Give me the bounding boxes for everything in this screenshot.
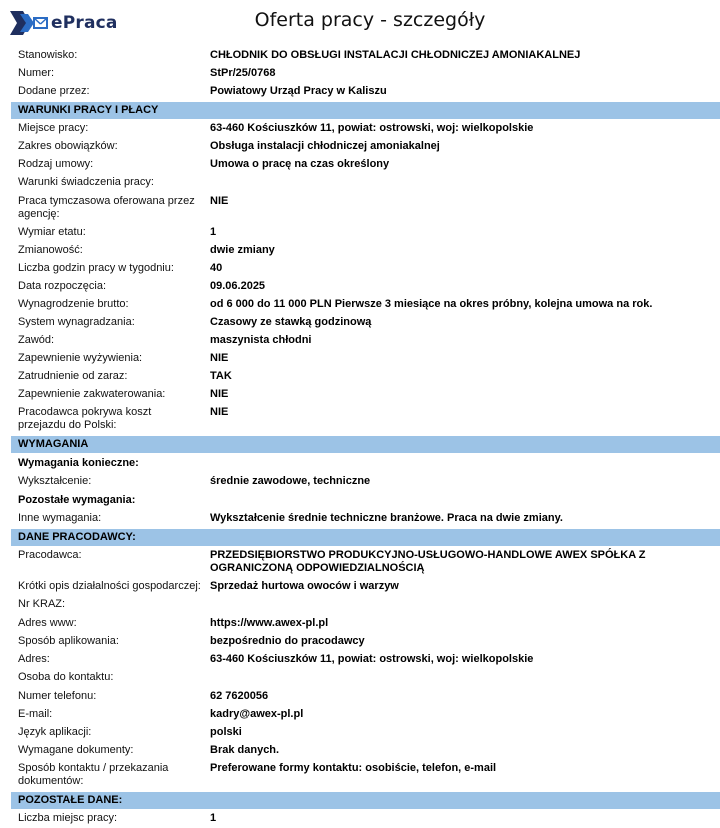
detail-row — [11, 174, 720, 193]
row-value: Sprzedaż hurtowa owoców i warzyw — [210, 580, 399, 592]
row-value: Umowa o pracę na czas określony — [210, 158, 390, 170]
row-value: PRZEDSIĘBIORSTWO PRODUKCYJNO-USŁUGOWO-HANDLOWE AWEX SPÓŁKA Z OGRANICZONĄ ODPOWIEDZIALNOŚCIĄ — [210, 549, 646, 574]
row-value: Brak danych. — [210, 744, 280, 756]
detail-row — [11, 633, 720, 651]
section-header-pracodawca: DANE PRACODAWCY: — [11, 529, 720, 546]
row-value: 1 — [210, 226, 217, 238]
row-label: Wymiar etatu: — [18, 226, 86, 238]
detail-row — [11, 669, 720, 688]
row-label: Krótki opis działalności gospodarczej: — [18, 580, 201, 592]
row-label: Liczba miejsc pracy: — [18, 812, 118, 824]
row-label: System wynagradzania: — [18, 316, 135, 328]
page-header — [0, 0, 720, 44]
row-label: Liczba godzin pracy w tygodniu: — [18, 262, 174, 274]
detail-row-education — [11, 473, 720, 491]
detail-row — [11, 296, 720, 314]
row-value: StPr/25/0768 — [210, 67, 276, 79]
detail-row-numer — [11, 65, 720, 83]
row-value: CHŁODNIK DO OBSŁUGI INSTALACJI CHŁODNICZEJ AMONIAKALNEJ — [210, 49, 581, 61]
section-header-pozostale: POZOSTAŁE DANE: — [11, 792, 720, 809]
row-label: Stanowisko: — [18, 49, 78, 61]
detail-row — [11, 138, 720, 156]
row-value: bezpośrednio do pracodawcy — [210, 635, 365, 647]
detail-row — [11, 688, 720, 706]
detail-row — [11, 578, 720, 596]
detail-row — [11, 547, 720, 578]
page-title: Oferta pracy - szczegóły — [254, 9, 486, 31]
email-link[interactable]: kadry@awex-pl.pl — [210, 708, 304, 720]
row-label: Numer telefonu: — [18, 690, 97, 702]
row-label: Język aplikacji: — [18, 726, 92, 738]
detail-row — [11, 260, 720, 278]
detail-row — [11, 368, 720, 386]
row-label: Zawód: — [18, 334, 55, 346]
detail-row — [11, 156, 720, 174]
row-value — [205, 598, 720, 611]
detail-row — [11, 314, 720, 332]
detail-row — [11, 742, 720, 760]
row-label: Sposób kontaktu / przekazania dokumentów: — [18, 762, 169, 787]
website-link[interactable]: https://www.awex-pl.pl — [210, 617, 329, 629]
row-value: 1 — [210, 812, 217, 824]
row-label: Pracodawca pokrywa koszt przejazdu do Polski: — [18, 406, 152, 431]
row-label: Nr KRAZ: — [18, 598, 66, 610]
row-label: Rodzaj umowy: — [18, 158, 94, 170]
row-label: Data rozpoczęcia: — [18, 280, 107, 292]
row-value: 63-460 Kościuszków 11, powiat: ostrowski, woj: wielkopolskie — [210, 653, 534, 665]
row-value: TAK — [210, 370, 232, 382]
row-value — [205, 671, 720, 684]
detail-row — [11, 242, 720, 260]
row-label: Adres: — [18, 653, 50, 665]
detail-row — [11, 224, 720, 242]
epraca-logo-icon — [10, 11, 48, 35]
row-value: Preferowane formy kontaktu: osobiście, telefon, e-mail — [210, 762, 497, 774]
row-value: maszynista chłodni — [210, 334, 312, 346]
detail-row-stanowisko — [11, 47, 720, 65]
other-requirements-heading: Pozostałe wymagania: — [18, 494, 136, 506]
detail-row — [11, 193, 720, 224]
row-value: od 6 000 do 11 000 PLN Pierwsze 3 miesiące na okres próbny, kolejna umowa na rok. — [210, 298, 653, 310]
detail-row — [11, 596, 720, 615]
row-label: Adres www: — [18, 617, 77, 629]
row-label: Pracodawca: — [18, 549, 82, 561]
row-value: Czasowy ze stawką godzinową — [210, 316, 372, 328]
row-value: 63-460 Kościuszków 11, powiat: ostrowski, woj: wielkopolskie — [210, 122, 534, 134]
row-label: Zapewnienie zakwaterowania: — [18, 388, 166, 400]
row-label: Zakres obowiązków: — [18, 140, 118, 152]
row-value: dwie zmiany — [210, 244, 275, 256]
row-value: polski — [210, 726, 242, 738]
detail-row — [11, 724, 720, 742]
row-value: NIE — [210, 352, 229, 364]
detail-row — [11, 760, 720, 791]
row-label: Osoba do kontaktu: — [18, 671, 114, 683]
section-header-warunki: WARUNKI PRACY I PŁACY — [11, 102, 720, 119]
row-label: Wymagane dokumenty: — [18, 744, 134, 756]
row-value: NIE — [210, 388, 229, 400]
detail-row-dodane-przez — [11, 83, 720, 101]
row-label: Zmianowość: — [18, 244, 83, 256]
row-label: Zapewnienie wyżywienia: — [18, 352, 143, 364]
logo-text: ePraca — [51, 13, 118, 33]
row-value: NIE — [210, 195, 229, 207]
detail-row — [11, 810, 720, 828]
row-value: NIE — [210, 406, 229, 418]
detail-row — [11, 278, 720, 296]
required-heading: Wymagania konieczne: — [18, 457, 139, 469]
row-label: Miejsce pracy: — [18, 122, 89, 134]
detail-row — [11, 651, 720, 669]
section-header-wymagania: WYMAGANIA — [11, 436, 720, 453]
row-value — [205, 176, 720, 189]
detail-row — [11, 120, 720, 138]
row-value: 62 7620056 — [210, 690, 269, 702]
detail-row — [11, 332, 720, 350]
row-label: Zatrudnienie od zaraz: — [18, 370, 128, 382]
row-label: Praca tymczasowa oferowana przez agencję: — [18, 195, 195, 220]
detail-row — [11, 386, 720, 404]
row-value: 40 — [210, 262, 223, 274]
row-label: Wykształcenie: — [18, 475, 92, 487]
row-value: Obsługa instalacji chłodniczej amoniakalnej — [210, 140, 440, 152]
row-label: Sposób aplikowania: — [18, 635, 119, 647]
detail-row — [11, 404, 720, 435]
row-value: średnie zawodowe, techniczne — [210, 475, 371, 487]
detail-row — [11, 350, 720, 368]
detail-row-other-requirements — [11, 510, 720, 528]
row-value: 09.06.2025 — [210, 280, 266, 292]
epraca-logo[interactable] — [10, 10, 118, 36]
row-label: Warunki świadczenia pracy: — [18, 176, 154, 188]
row-label: Numer: — [18, 67, 55, 79]
row-label: Dodane przez: — [18, 85, 90, 97]
row-label: Inne wymagania: — [18, 512, 102, 524]
offer-details — [11, 47, 720, 828]
row-label: E-mail: — [18, 708, 53, 720]
detail-row-website — [11, 615, 720, 633]
row-value: Powiatowy Urząd Pracy w Kaliszu — [210, 85, 387, 97]
row-value: Wykształcenie średnie techniczne branżowe. Praca na dwie zmiany. — [210, 512, 563, 524]
detail-row-email — [11, 706, 720, 724]
row-label: Wynagrodzenie brutto: — [18, 298, 129, 310]
